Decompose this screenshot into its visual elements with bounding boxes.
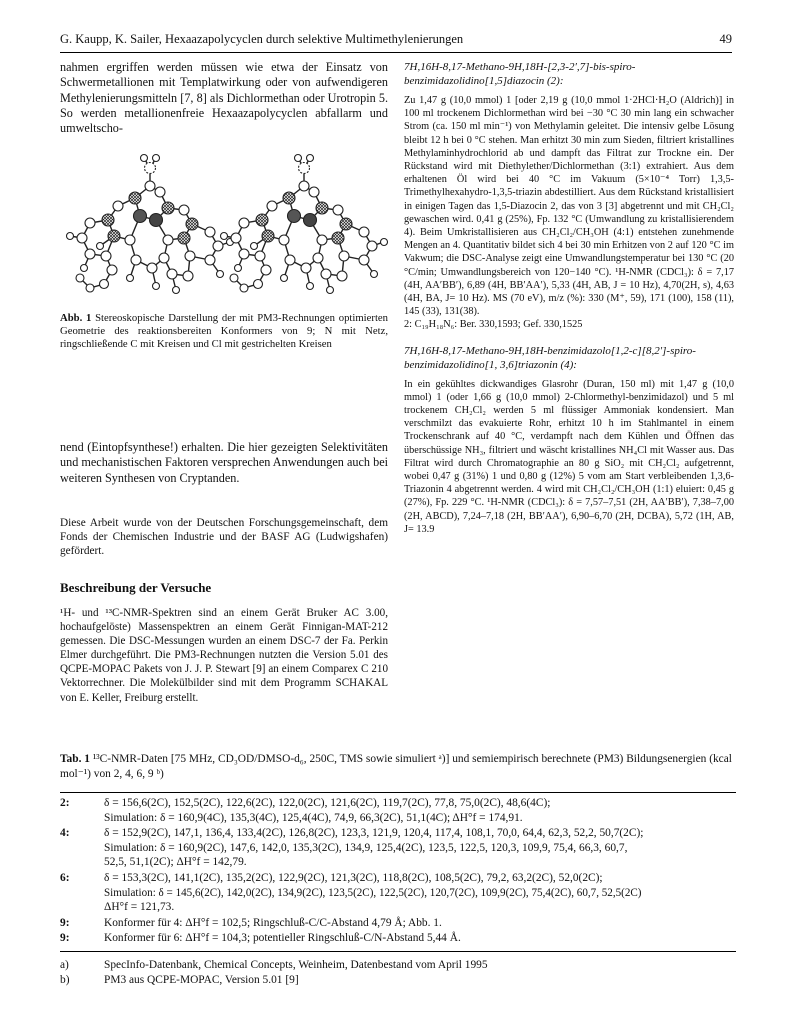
row-line: 52,5, 51,1(2C); ΔH°f = 142,79.: [104, 856, 247, 868]
table-bottom-rule: [60, 951, 736, 952]
row-line: Konformer für 4: ΔH°f = 102,5; Ringschluß-C/C-Abstand 4,79 Å; Abb. 1.: [104, 917, 442, 929]
compound-4-title: 7H,16H-8,17-Methano-9H,18H-benzimidazolo[1,2-c][8,2′]-spiro-benzimidazolidino[1, 3,6]triazonin (4):: [404, 344, 696, 371]
row-key: 4:: [60, 827, 70, 839]
running-title: G. Kaupp, K. Sailer, Hexaazapolycyclen durch selektive Multimethylenierungen: [60, 32, 464, 46]
continuation-paragraph: nend (Eintopfsynthese!) erhalten. Die hier gezeigten Selektivitäten und mechanistischen Faktoren versprechen Anwendungen auch bei weiteren Synthesen von Cryptanden.: [60, 440, 388, 485]
table-row: [60, 916, 740, 931]
row-line: δ = 156,6(2C), 152,5(2C), 122,6(2C), 122,0(2C), 121,6(2C), 119,7(2C), 77,8, 75,0(2C), 48,6(4C);: [104, 797, 551, 809]
experimental-section: [404, 60, 734, 536]
compound-4-procedure: In ein gekühltes dickwandiges Glasrohr (Duran, 150 ml) mit 1,47 g (10,0 mmol) 1 (oder 1,66 g (10,0 mmol) 2-Chlormethyl-benzimidazol) und 5 ml trockenem CH₂Cl₂ werden 5 ml flüssiger Ammoniak kondensiert. Man verschmilzt das evakuierte Rohr, erhitzt 10 h im Stahlmantel in einem Trockenschrank auf 40 °C, verdampft nach dem Kühlen und Öffnen das überschüssige NH₃, filtriert und wäscht kristallines NH₄Cl mit Wasser aus. Das Filtrat wird durch Chromatographie an 80 g SiO₂ mit CH₂Cl₂ aufgetrennt, wobei 0,47 g (31%) 1 und 0,80 g (12%) 5 vom am Start verbleibenden 1,3,6-Triazonin 4 abgetrennt werden. 4 wird mit CH₂Cl₂/CH₃OH (1:1) eluiert: 0,45 g (27%), Fp. 229 °C. ¹H-NMR (CDCl₃): δ = 7,57–7,51 (2H, AA′BB′), 7,38–7,00 (2H, ABCD), 7,24–7,18 (2H, BB′AA′), 6,90–6,70 (2H, DCBA), 5,72 (1H, AB, J= 13.9: [404, 378, 734, 535]
table-row: [60, 796, 740, 826]
figure-caption: [60, 312, 388, 352]
row-line: δ = 152,9(2C), 147,1, 136,4, 133,4(2C), 126,8(2C), 123,3, 121,9, 120,4, 117,4, 108,1, 70,0, 64,4, 62,3, 52,2, 50,7(2C);: [104, 827, 644, 839]
page-number: 49: [719, 32, 732, 46]
row-line: ΔH°f = 121,73.: [104, 901, 175, 913]
footnote-text: PM3 aus QCPE-MOPAC, Version 5.01 [9]: [104, 974, 299, 986]
running-header: [60, 30, 732, 53]
section-heading: Beschreibung der Versuche: [60, 580, 212, 595]
table-title-text: ¹³C-NMR-Daten [75 MHz, CD₃OD/DMSO-d₆, 250C, TMS sowie simuliert ᵃ)] und semiempirisch berechnete (PM3) Bildungsenergien (kcal mol⁻¹) von 2, 4, 6, 9 ᵇ): [60, 753, 732, 780]
footnote-key: a): [60, 959, 69, 971]
footnote-text: SpecInfo-Datenbank, Chemical Concepts, Weinheim, Datenbestand vom April 1995: [104, 959, 488, 971]
table-row: [60, 931, 740, 946]
table-row: [60, 826, 740, 871]
row-line: Simulation: δ = 160,9(4C), 135,3(4C), 125,4(4C), 74,9, 66,3(2C), 51,1(4C); ΔH°f = 174,91.: [104, 811, 523, 824]
row-key: 9:: [60, 932, 70, 944]
compound-2-procedure: Zu 1,47 g (10,0 mmol) 1 [oder 2,19 g (10,0 mmol 1·2HCl·H₂O (Aldrich)] in 100 ml trockenem Dichlormethan wird bei −30 °C 30 min lang ein schwacher Strom (ca. 150 ml min⁻¹) von Methylamin geleitet. Die intensiv gelbe Lösung bleibt 12 h bei 0 °C stehen. Man erhitzt 30 min zum Sieden, filtriert kristallines Methylaminhydrochlorid ab und dampft das Filtrat zur Trockne ein. Der Rückstand wird mit Diethylether/Dichlormethan (3:1) extrahiert. Aus dem erhaltenen Öl wird bei 40 °C im Vakuum (5×10⁻⁴ Torr) 1,3,5-Trimethylhexahydro-1,3,5-triazin abdestilliert. Aus dem Rückstand kristallisiert in einigen Tagen das 1,5-Diazocin 2, das von 3 [3] abgetrennt und mit CH₂Cl₂ gewaschen wird. 0,41 g (25%), Fp. 132 °C (Umwandlung zu kristallisierendem 4). Beim Umkristallisieren aus CH₂Cl₂/CH₃OH (4:1) entstehen zunehmende Mengen an 4. Quantitativ bildet sich 4 bei 30 min Erhitzen von 2 auf 120 °C im Vakwum; die DSC-Analyse zeigt eine Umwandlungstemperatur bei 130 °C (20 °C/min; Umwandlungsbereich von 120−140 °C). ¹H-NMR (CDCl₃): δ = 7,17 (4H, AA′BB′), 6,89 (4H, BB′AA′), 5,33 (4H, AB, J = 10 Hz), 4,70(2H, s), 4,63 (4H, BA, J= 10 Hz). MS (70 eV), m/z (%): 330 (M⁺, 59), 171 (100), 158 (11), 145 (33), 131(38).: [404, 95, 734, 318]
acknowledgement: Diese Arbeit wurde von der Deutschen Forschungsgemeinschaft, dem Fonds der Chemischen Industrie und der BASF AG (Ludwigshafen) gefördert.: [60, 517, 388, 558]
row-key: 6:: [60, 872, 70, 884]
table-title: [60, 752, 736, 781]
figure-caption-label: Abb. 1: [60, 312, 92, 324]
row-line: Konformer für 6: ΔH°f = 104,3; potentieller Ringschluß-C/N-Abstand 5,44 Å.: [104, 932, 461, 944]
table-label: Tab. 1: [60, 753, 90, 765]
figure-caption-text: Stereoskopische Darstellung der mit PM3-Rechnungen optimierten Geometrie des reaktionsbereiten Konformers von 9; N mit Netz, ringschließende C mit Kreisen und Cl mit gestrichelten Kreisen: [60, 312, 388, 351]
row-key: 9:: [60, 917, 70, 929]
table-row: [60, 871, 740, 916]
methods-paragraph: ¹H- und ¹³C-NMR-Spektren sind an einem Gerät Bruker AC 3.00, hochaufgelöste) Massenspektren an einem Gerät Finnigan-MAT-212 gemessen. Die DSC-Messungen wurden an einem DSC-7 der Fa. Perkin Elmer durchgeführt. Die PM3-Rechnungen nutzten die Version 5.01 des QCPE-MOPAC Pakets von J. J. P. Stewart [9] an einem Comparex C 210 Vektorrechner. Die Molekülbilder sind mit dem Programm SCHAKAL von E. Keller, Freiburg erstellt.: [60, 607, 388, 704]
intro-paragraph: nahmen ergriffen werden müssen wie etwa der Einsatz von Schwermetallionen mit Templatwirkung oder von aufwendigeren Methylenierungsmitteln [7, 8] als Dichlormethan oder Urotropin 5. So werden metallionenfreie Hexaazapolycyclen abfallarm und umweltscho-: [60, 60, 388, 136]
compound-2-formula: 2: C₁₉H₁₈N₆: Ber. 330,1593; Gef. 330,1525: [404, 319, 583, 331]
row-line: Simulation: δ = 145,6(2C), 142,0(2C), 134,9(2C), 123,5(2C), 122,5(2C), 120,7(2C), 109,9(2C), 75,4(2C), 60,7, 52,5(2C): [104, 886, 642, 899]
row-line: δ = 153,3(2C), 141,1(2C), 135,2(2C), 122,9(2C), 121,3(2C), 118,8(2C), 108,5(2C), 79,2, 63,2(2C), 52,0(2C);: [104, 872, 603, 884]
compound-2-title: 7H,16H-8,17-Methano-9H,18H-[2,3-2′,7]-bis-spiro-benzimidazolidino[1,5]diazocin (2):: [404, 61, 636, 87]
table-top-rule: [60, 792, 736, 793]
stereo-molecule-figure: [60, 128, 388, 306]
footnote-key: b): [60, 974, 70, 986]
row-key: 2:: [60, 797, 70, 809]
row-line: Simulation: δ = 160,9(2C), 147,6, 142,0, 135,3(2C), 134,9, 125,4(2C), 123,5, 122,5, 120,3, 109,9, 75,4, 66,3, 60,7,: [104, 841, 628, 854]
